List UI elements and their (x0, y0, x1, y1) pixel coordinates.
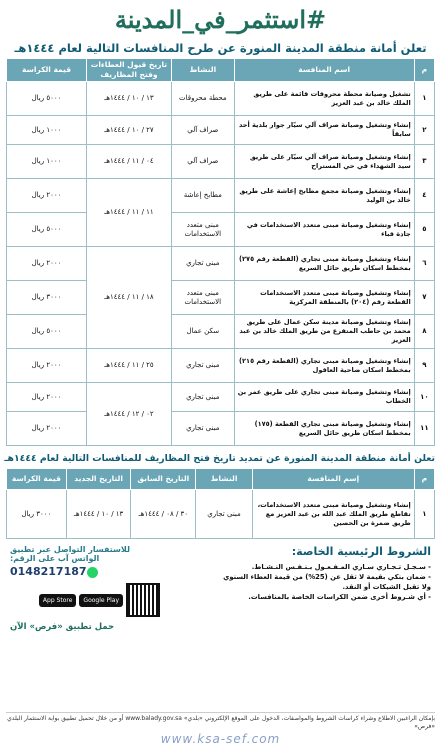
row-number: ١٠ (414, 383, 434, 412)
whatsapp-number[interactable] (10, 565, 160, 578)
tender-activity: مطابخ إعاشة (171, 179, 234, 213)
tender-price: ٢٠٠٠ ريال (7, 247, 87, 281)
tender-date: ٠٤ / ١١ / ١٤٤٤هـ (86, 145, 171, 179)
term-item: - سـجـل تـجـاري سـاري المـفـعـول بـنـفـس النـشـاط. (251, 563, 431, 571)
tender-date: ١٣ / ١٠ / ١٤٤٤هـ (86, 82, 171, 116)
col-name: إسم المنافسة (252, 469, 414, 490)
tender-date: ٠٢ / ١٢ / ١٤٤٤هـ (86, 383, 171, 446)
tender-name: إنشاء وتشغيل وصيانة مبنى متعدد الاستخدامات القطعة رقم (٢٠٤) بالمنطقة المركزية (234, 281, 414, 315)
col-no: م (414, 469, 434, 490)
qr-code-icon (126, 583, 160, 617)
table-row (7, 116, 435, 145)
tender-activity: مبنى متعدد الاستخدامات (171, 213, 234, 247)
table-row (7, 412, 435, 446)
table-row (7, 281, 435, 315)
tender-name: إنشاء وتشغيل وصيانة مبنى تجاري (القطعة رقم ٢١٥) بمخطط اسكان ضاحية العاقول (234, 349, 414, 383)
new-date: ١٣ / ١٠ / ١٤٤٤هـ (66, 490, 131, 539)
download-app-cta: حمل تطبيق «فرص» الآن (10, 622, 115, 632)
table-row (7, 179, 435, 213)
row-number: ٩ (414, 349, 434, 383)
col-price: قيمة الكراسة (7, 469, 67, 490)
tender-activity: محطة محروقات (171, 82, 234, 116)
google-play-badge[interactable]: Google Play (79, 594, 123, 607)
tender-name: إنشاء وتشغيل وصيانة صراف آلي سيّار جوار بلدية أحد سابقاً (234, 116, 414, 145)
tender-activity: مبنى تجاري (171, 247, 234, 281)
col-date: تاريخ قبول العطاءات وفتح المظاريف (86, 59, 171, 82)
tenders-table (6, 58, 435, 446)
tender-price: ١٠٠٠ ريال (7, 145, 87, 179)
tender-name: إنشاء وتشغيل وصيانة مبنى تجاري القطعة (١٧٥) بمخطط اسكان طريق حائل السريع (234, 412, 414, 446)
contact-box (10, 545, 160, 632)
table-row (7, 247, 435, 281)
tender-activity: مبنى متعدد الاستخدامات (171, 281, 234, 315)
extension-headline: تعلن أمانة منطقة المدينة المنورة عن تمديد تاريخ فتح المظاريف للمنافسات التالية لعام ١٤٤٤هـ (4, 453, 435, 464)
tender-name: إنشاء وتشغيل وصيانة مبنى متعدد الاستخدامات، تقاطع طريق الملك عبد الله بن عبد العزيز مع طريق ضمرة بن الحصين (252, 490, 414, 539)
tender-name: إنشاء وتشغيل وصيانة مبنى تجاري على طريق عمر بن الخطاب (234, 383, 414, 412)
col-name: اسم المنافسة (234, 59, 414, 82)
tender-price: ٢٠٠٠ ريال (7, 383, 87, 412)
tender-name: إنشاء وتشغيل وصيانة مبنى تجاري (القطعة رقم ٢٧٥) بمخطط اسكان طريق حائل السريع (234, 247, 414, 281)
footer-note: بإمكان الراغبين الاطلاع وشراء كراسات الشروط والمواصفات، الدخول على الموقع الإلكتروني «بلدي» www.balady.gov.sa أو من خلال تحميل تطبيق بوابة الاستثمار البلدي «فرص» (6, 712, 435, 733)
term-item: - ضمان بنكي بقيمة لا تقل عن (25%) من قيمة العطاء السنوي ولا تقبل الشيكات أو النقد. (223, 573, 431, 591)
table-header-row (7, 469, 435, 490)
tender-activity: صراف آلي (171, 145, 234, 179)
tender-name: تشغيل وصيانة محطة محروقات قائمة على طريق الملك خالد بن عبد العزيز (234, 82, 414, 116)
table-header-row (7, 59, 435, 82)
table-row (7, 383, 435, 412)
tender-price: ١٠٠٠ ريال (7, 116, 87, 145)
tender-price: ٢٠٠٠ ريال (7, 179, 87, 213)
term-item: - أي شـروط أخرى ضمن الكراسات الخاصة بالمنافسات. (248, 593, 431, 601)
tender-price: ٢٠٠٠ ريال (7, 412, 87, 446)
tender-activity: مبنى تجاري (196, 490, 253, 539)
col-activity: النشاط (171, 59, 234, 82)
announcement-headline: تعلن أمانة منطقة المدينة المنورة عن طرح المنافسات التالية لعام ١٤٤٤هـ (14, 41, 427, 55)
col-no: م (414, 59, 434, 82)
app-stores (10, 583, 160, 617)
row-number: ١١ (414, 412, 434, 446)
tender-price: ٥٠٠٠ ريال (7, 213, 87, 247)
contact-line: للاستفسار التواصل عبر تطبيق (10, 545, 130, 554)
tender-price: ٥٠٠٠ ريال (7, 315, 87, 349)
col-new-date: التاريخ الجديد (66, 469, 131, 490)
row-number: ٨ (414, 315, 434, 349)
tender-activity: سكن عمال (171, 315, 234, 349)
tender-name: إنشاء وتشغيل وصيانة مجمع مطابخ إعاشة على طريق خالد بن الوليد (234, 179, 414, 213)
tender-activity: مبنى تجاري (171, 383, 234, 412)
tender-activity: صراف آلي (171, 116, 234, 145)
tender-price: ٣٠٠٠ ريال (7, 281, 87, 315)
watermark: www.ksa-sef.com (160, 732, 281, 746)
terms-box (213, 545, 431, 602)
hashtag-title: #استثمر_في_المدينة (114, 5, 327, 34)
table-row (7, 490, 435, 539)
table-row (7, 82, 435, 116)
contact-line: الواتس آب على الرقم: (10, 554, 100, 563)
extension-table (6, 468, 435, 539)
tender-activity: مبنى تجاري (171, 412, 234, 446)
row-number: ١ (414, 490, 434, 539)
tender-price: ٥٠٠٠ ريال (7, 82, 87, 116)
bottom-section (6, 545, 435, 663)
tender-price: ٣٠٠٠ ريال (7, 490, 67, 539)
table-row (7, 349, 435, 383)
table-row (7, 145, 435, 179)
tender-name: إنشاء وتشغيل وصيانة صراف آلي سيّار على طريق سيد الشهداء في حي المستراح (234, 145, 414, 179)
terms-title: الشروط الرئيسية الخاصة: (291, 545, 431, 558)
tender-name: إنشاء وتشغيل وصيانة مبنى متعدد الاستخدامات في جادة قباء (234, 213, 414, 247)
whatsapp-icon (87, 567, 98, 578)
row-number: ٦ (414, 247, 434, 281)
row-number: ٢ (414, 116, 434, 145)
tender-activity: مبنى تجاري (171, 349, 234, 383)
col-price: قيمة الكراسة (7, 59, 87, 82)
row-number: ٥ (414, 213, 434, 247)
tender-date: ١٨ / ١١ / ١٤٤٤هـ (86, 247, 171, 349)
col-old-date: التاريخ السابق (131, 469, 196, 490)
old-date: ٣٠ / ٠٨ / ١٤٤٤هـ (131, 490, 196, 539)
app-store-badge[interactable]: App Store (39, 594, 77, 607)
tender-date: ٢٥ / ١١ / ١٤٤٤هـ (86, 349, 171, 383)
tender-price: ٢٠٠٠ ريال (7, 349, 87, 383)
table-row (7, 315, 435, 349)
row-number: ١ (414, 82, 434, 116)
row-number: ٤ (414, 179, 434, 213)
row-number: ٧ (414, 281, 434, 315)
table-row (7, 213, 435, 247)
row-number: ٣ (414, 145, 434, 179)
tender-name: إنشاء وتشغيل وصيانة مدينة سكن عمال على طريق محمد بن حاطب المتفرع من طريق الملك خالد بن عبد العزيز (234, 315, 414, 349)
col-activity: النشاط (196, 469, 253, 490)
tender-date: ٢٧ / ١٠ / ١٤٤٤هـ (86, 116, 171, 145)
tender-date: ١١ / ١١ / ١٤٤٤هـ (86, 179, 171, 247)
phone-number: 0148217187 (10, 565, 87, 578)
